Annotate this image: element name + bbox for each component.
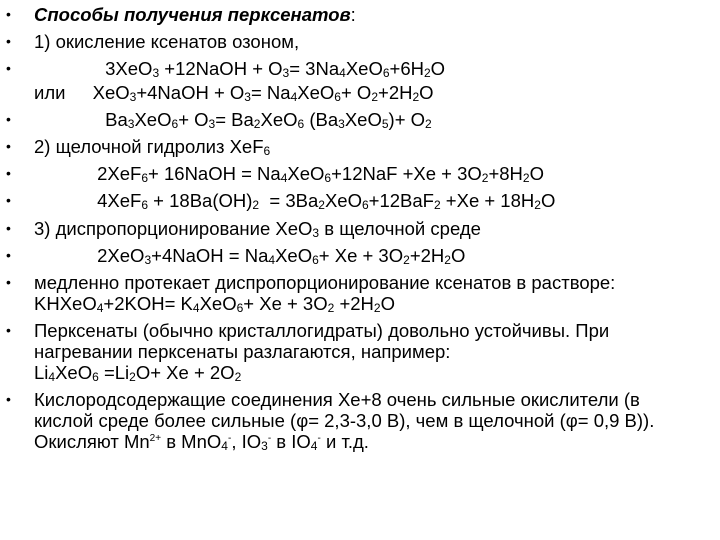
bullet-icon: • xyxy=(6,391,11,408)
bullet-icon: • xyxy=(6,110,11,127)
list-item xyxy=(0,389,720,452)
list-item xyxy=(0,109,720,130)
list-item xyxy=(0,190,720,211)
oxidizer-text: Кислородсодержащие соединения Xe+8 очень сильные окислители (в кислой среде более сильные (φ= 2,3-3,0 В), чем в щелочной (φ= 0,9 В)). Окисляют $Mn^{2+}$ в MnO$_4$-, $IO_3^-$ в $IO_4^-$ и т.д. xyxy=(34,389,655,454)
equation-kh-xenate: KHXeO$_4$+2KOH= $K_4XeO_6+ Xe + 3O_2 +2H_2O$ xyxy=(34,292,395,315)
list-item xyxy=(0,320,720,383)
list-item xyxy=(0,163,720,184)
perxenate-stability-text: Перксенаты (обычно кристаллогидраты) довольно устойчивы. При нагревании перксенаты разлагаются, например: xyxy=(34,320,610,363)
equation-ozone-1: 3XeO$_3$ +12NaOH + $O_3= 3Na_4XeO_6+6H_2O$ xyxy=(105,58,446,81)
title-colon: : xyxy=(350,4,356,25)
bullet-list xyxy=(0,4,720,458)
bullet-icon: • xyxy=(6,273,11,290)
bullet-icon: • xyxy=(6,137,11,154)
slow-disproportionation-text: медленно протекает диспропорционирование ксенатов в растворе: xyxy=(34,271,616,293)
list-item xyxy=(0,245,720,266)
slide-title: Способы получения перксенатов xyxy=(34,4,351,25)
bullet-icon: • xyxy=(6,165,11,182)
bullet-icon: • xyxy=(6,33,11,50)
equation-hydrolysis-1: 2XeF$_6$+ 16NaOH = $Na_4XeO_6+12NaF +Xe + 3O_2+8H_2O$ xyxy=(97,163,544,186)
method-2-label: 2) щелочной гидролиз XeF$_6$ xyxy=(34,135,271,158)
list-item xyxy=(0,31,720,52)
list-item xyxy=(0,82,720,103)
bullet-icon: • xyxy=(6,6,11,22)
list-item xyxy=(0,136,720,157)
equation-lithium: $Li_4XeO_6 =Li_2O+ Xe + 2O_2$ xyxy=(34,362,242,385)
equation-hydrolysis-2: $4XeF_6 + 18Ba(OH)_2 = 3Ba_2XeO_6+12BaF_2 +Xe + 18H_2O$ xyxy=(97,190,556,213)
bullet-icon: • xyxy=(6,322,11,339)
list-item xyxy=(0,272,720,314)
or-label: или xyxy=(34,81,66,103)
bullet-icon: • xyxy=(6,219,11,236)
bullet-icon: • xyxy=(6,246,11,263)
equation-disproportionation: 2XeO$_3$+4NaOH = $Na_4XeO_6+ Xe + 3O_2+2H_2O$ xyxy=(97,244,466,267)
list-item xyxy=(0,4,720,25)
bullet-icon: • xyxy=(6,192,11,209)
list-item xyxy=(0,218,720,239)
equation-ozone-2: XeO$_3$+4NaOH + $O_3= Na_4XeO_6+ O_2+2H_2O$ xyxy=(92,81,434,104)
equation-barium: $Ba_3XeO_6+ O_3= Ba_2XeO_6$ $(Ba_3XeO_5)+ O_2$ xyxy=(105,108,432,131)
method-3-label: 3) диспропорционирование XeO$_3$ в щелочной среде xyxy=(34,217,481,240)
bullet-icon: • xyxy=(6,60,11,77)
list-item xyxy=(0,58,720,79)
method-1-label: 1) окисление ксенатов озоном, xyxy=(34,31,300,53)
